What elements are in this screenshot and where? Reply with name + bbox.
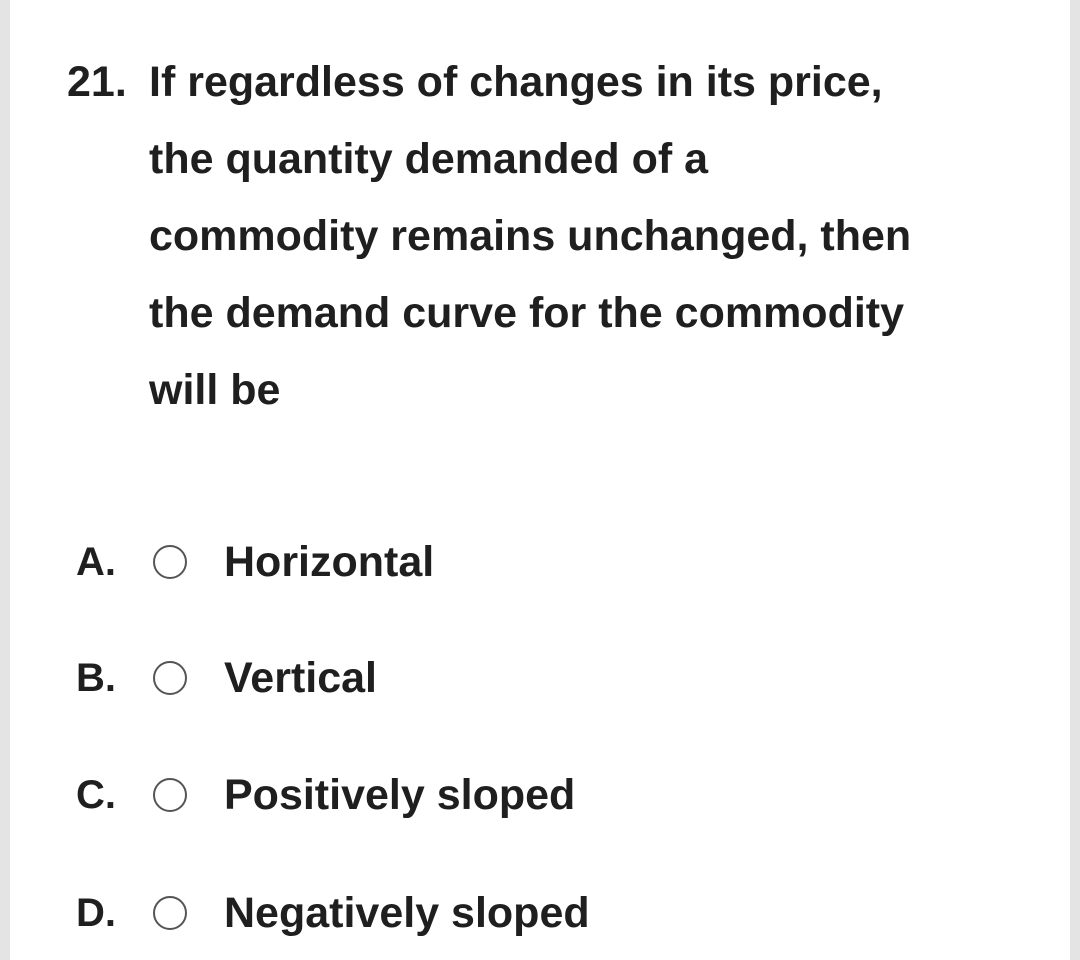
question-line: If regardless of changes in its price, — [149, 58, 883, 106]
radio-button-icon[interactable] — [153, 778, 187, 812]
option-b[interactable] — [76, 648, 976, 708]
question-line: the quantity demanded of a — [149, 135, 709, 183]
option-a[interactable] — [76, 532, 976, 592]
radio-button-icon[interactable] — [153, 661, 187, 695]
question-line: the demand curve for the commodity — [149, 289, 905, 337]
question-line: commodity remains unchanged, then — [149, 212, 912, 260]
option-label[interactable]: Positively sloped — [224, 771, 576, 819]
question-number: 21. — [67, 58, 127, 106]
radio-button-icon[interactable] — [153, 896, 187, 930]
radio-button-icon[interactable] — [153, 545, 187, 579]
question-text — [149, 44, 1049, 429]
option-d[interactable] — [76, 883, 976, 943]
option-label[interactable]: Horizontal — [224, 538, 435, 586]
option-letter: A. — [76, 540, 116, 584]
option-letter: C. — [76, 773, 116, 817]
option-label[interactable]: Vertical — [224, 654, 377, 702]
option-c[interactable] — [76, 765, 976, 825]
option-letter: D. — [76, 891, 116, 935]
option-letter: B. — [76, 656, 116, 700]
option-label[interactable]: Negatively sloped — [224, 889, 590, 937]
question-line: will be — [149, 366, 281, 414]
question-card — [10, 0, 1070, 960]
